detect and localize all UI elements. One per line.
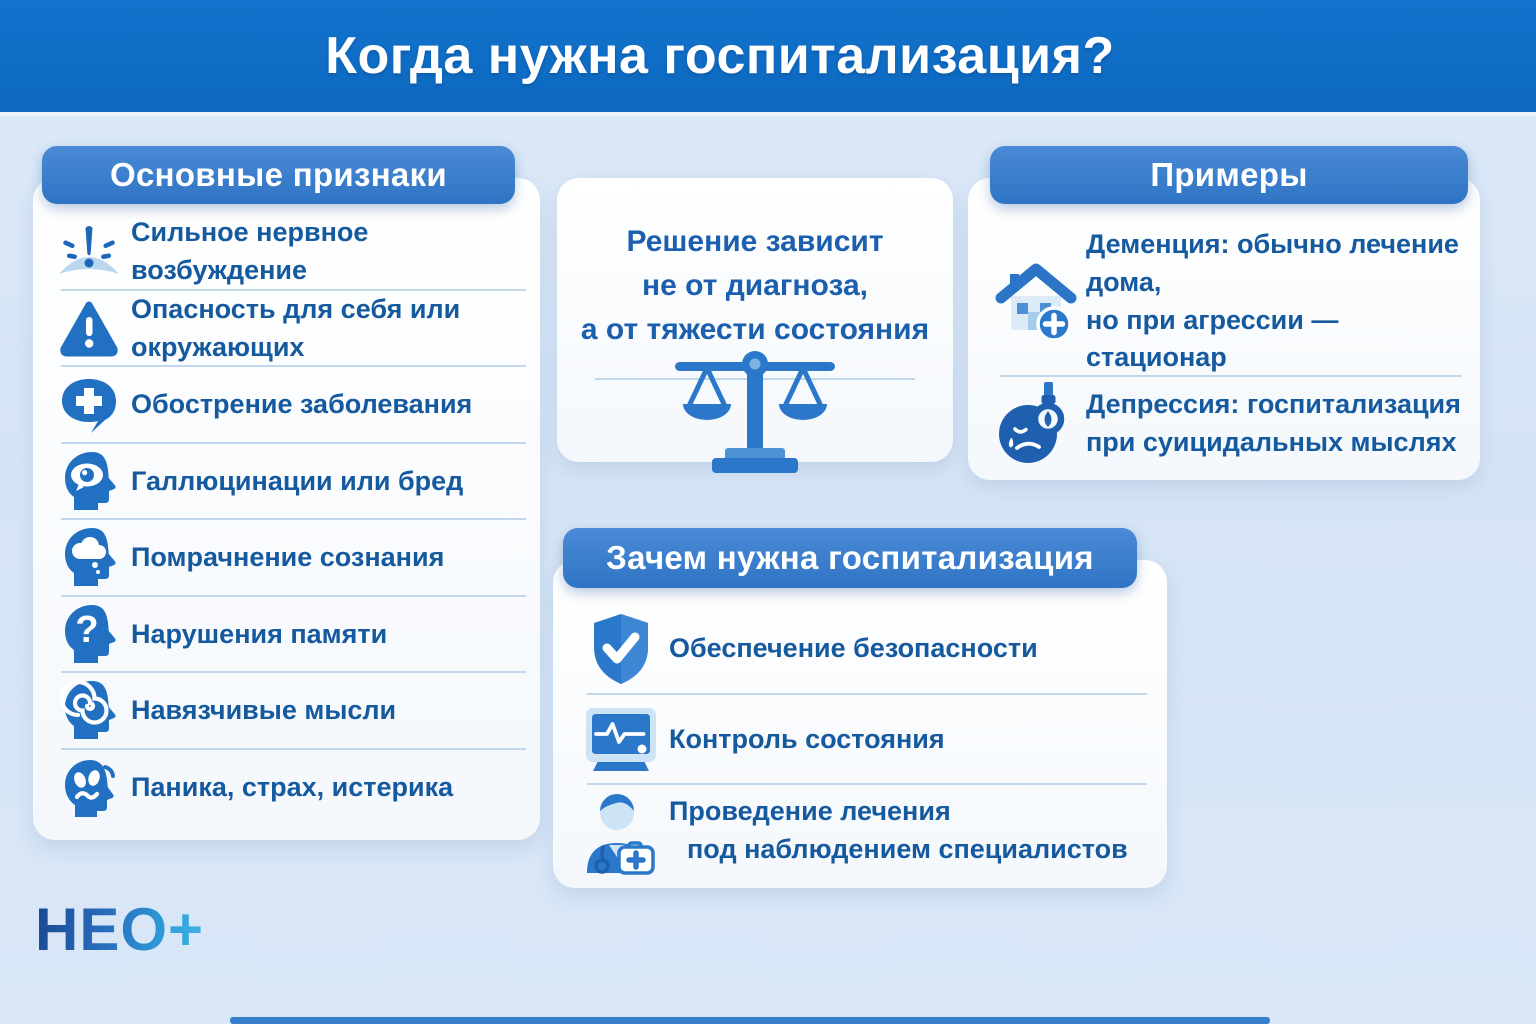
list-item-label: Нарушения памяти <box>131 618 388 649</box>
spiral-head-icon <box>47 678 131 744</box>
panic-head-icon <box>47 755 131 821</box>
purpose-header-label: Зачем нужна госпитализация <box>606 539 1094 576</box>
warning-triangle-icon <box>47 299 131 359</box>
cloud-head-icon <box>47 525 131 591</box>
examples-header-label: Примеры <box>1150 156 1308 193</box>
main-signs-header-label: Основные признаки <box>109 156 447 193</box>
svg-text:?: ? <box>75 608 99 651</box>
list-item <box>986 377 1464 470</box>
list-item-label: Деменция: обычно лечение дома, но при агрессии — стационар <box>1086 229 1459 373</box>
main-signs-card <box>33 178 540 840</box>
list-item <box>47 367 528 444</box>
purpose-header <box>563 528 1137 588</box>
list-item <box>47 597 528 674</box>
list-item <box>47 291 528 368</box>
house-plus-icon <box>986 260 1086 344</box>
page-title: Когда нужна госпитализация? <box>325 27 1115 85</box>
list-item <box>986 226 1464 377</box>
purpose-card <box>553 560 1167 888</box>
list-item-label: Галлюцинации или бред <box>131 465 464 496</box>
list-item <box>573 695 1149 786</box>
page-header <box>0 0 1536 116</box>
doctor-icon <box>573 787 669 875</box>
list-item-label: Обострение заболевания <box>131 389 473 420</box>
depression-face-icon <box>986 378 1086 470</box>
list-item <box>47 750 528 827</box>
list-item-label: Депрессия: госпитализация при суицидальных мыслях <box>1086 388 1461 457</box>
list-item-label: Сильное нервное возбуждение <box>131 217 369 286</box>
list-item-label: Контроль состояния <box>669 724 945 755</box>
neo-plus-logo: НЕО+ <box>35 896 205 963</box>
bottom-accent-bar <box>230 1017 1270 1024</box>
question-head-icon <box>47 602 131 668</box>
list-item <box>47 673 528 750</box>
list-item-label: Помрачнение сознания <box>131 542 445 573</box>
list-item <box>573 604 1149 695</box>
agitation-burst-icon <box>47 220 131 284</box>
examples-card <box>968 178 1480 480</box>
vitals-monitor-icon <box>573 705 669 775</box>
hallucination-head-icon <box>47 449 131 515</box>
list-item <box>47 520 528 597</box>
list-item-label: Обеспечение безопасности <box>669 633 1038 664</box>
list-item-label: Навязчивые мысли <box>131 695 397 726</box>
shield-check-icon <box>573 611 669 687</box>
list-item <box>573 785 1149 876</box>
list-item-label: Проведение лечения под наблюдением специалистов <box>669 795 1128 864</box>
decision-text: Решение зависит не от диагноза, а от тяжести состояния <box>580 225 930 347</box>
list-item <box>47 444 528 521</box>
examples-header <box>990 146 1468 204</box>
main-signs-header <box>42 146 515 204</box>
balance-scales-icon <box>650 346 860 479</box>
medical-bubble-icon <box>47 375 131 435</box>
list-item-label: Паника, страх, истерика <box>131 771 454 802</box>
list-item-label: Опасность для себя или окружающих <box>131 293 461 362</box>
decision-card <box>557 178 953 462</box>
list-item <box>47 214 528 291</box>
